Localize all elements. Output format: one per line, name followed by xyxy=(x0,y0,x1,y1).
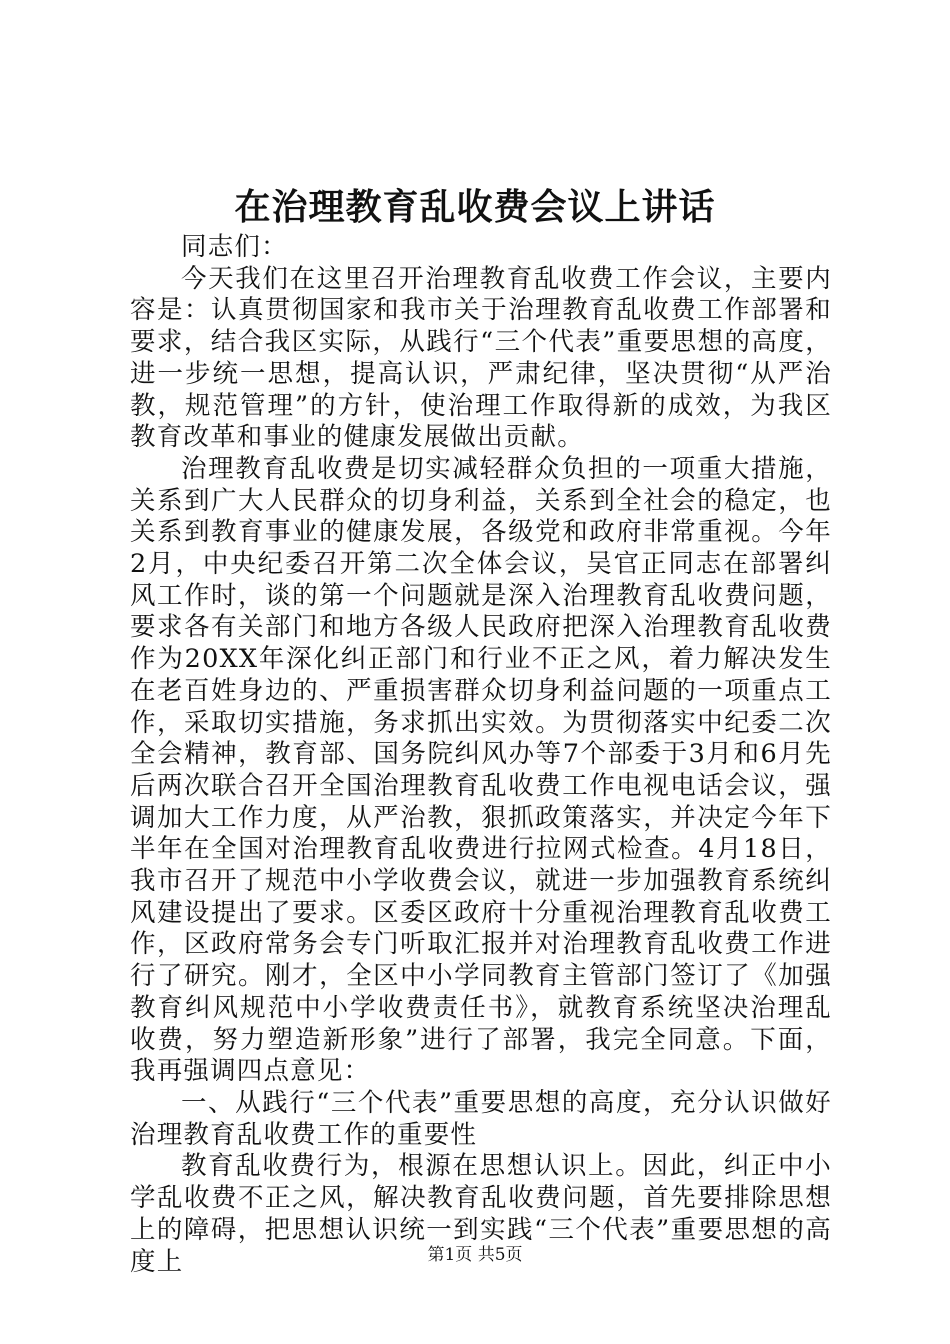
document-title: 在治理教育乱收费会议上讲话 xyxy=(234,187,716,228)
paragraph-intro: 今天我们在这里召开治理教育乱收费工作会议，主要内容是：认真贯彻国家和我市关于治理教育乱收费工作部署和要求，结合我区实际，从践行“三个代表”重要思想的高度，进一步统一思想，提高认识，严肃纪律，坚决贯彻“从严治教，规范管理”的方针，使治理工作取得新的成效，为我区教育改革和事业的健康发展做出贡献。 xyxy=(130,263,832,453)
document-body xyxy=(130,232,832,1278)
section-heading-1: 一、从践行“三个代表”重要思想的高度，充分认识做好治理教育乱收费工作的重要性 xyxy=(130,1087,832,1150)
salutation: 同志们： xyxy=(181,232,288,262)
page-number-footer: 第1页 共5页 xyxy=(427,1245,523,1265)
paragraph-background: 治理教育乱收费是切实减轻群众负担的一项重大措施，关系到广大人民群众的切身利益，关系到全社会的稳定，也关系到教育事业的健康发展，各级党和政府非常重视。今年2月，中央纪委召开第二次全体会议，吴官正同志在部署纠风工作时，谈的第一个问题就是深入治理教育乱收费问题，要求各有关部门和地方各级人民政府把深入治理教育乱收费作为20XX年深化纠正部门和行业不正之风，着力解决发生在老百姓身边的、严重损害群众切身利益问题的一项重点工作，采取切实措施，务求抓出实效。为贯彻落实中纪委二次全会精神，教育部、国务院纠风办等7个部委于3月和6月先后两次联合召开全国治理教育乱收费工作电视电话会议，强调加大工作力度，从严治教，狠抓政策落实，并决定今年下半年在全国对治理教育乱收费进行拉网式检查。4月18日，我市召开了规范中小学收费会议，就进一步加强教育系统纠风建设提出了要求。区委区政府十分重视治理教育乱收费工作，区政府常务会专门听取汇报并对治理教育乱收费工作进行了研究。刚才，全区中小学同教育主管部门签订了《加强教育纠风规范中小学收费责任书》，就教育系统坚决治理乱收费，努力塑造新形象”进行了部署，我完全同意。下面，我再强调四点意见： xyxy=(130,453,832,1087)
paragraph-section-1: 教育乱收费行为，根源在思想认识上。因此，纠正中小学乱收费不正之风，解决教育乱收费问题，首先要排除思想上的障碍，把思想认识统一到实践“三个代表”重要思想的高度上 xyxy=(130,1151,832,1277)
